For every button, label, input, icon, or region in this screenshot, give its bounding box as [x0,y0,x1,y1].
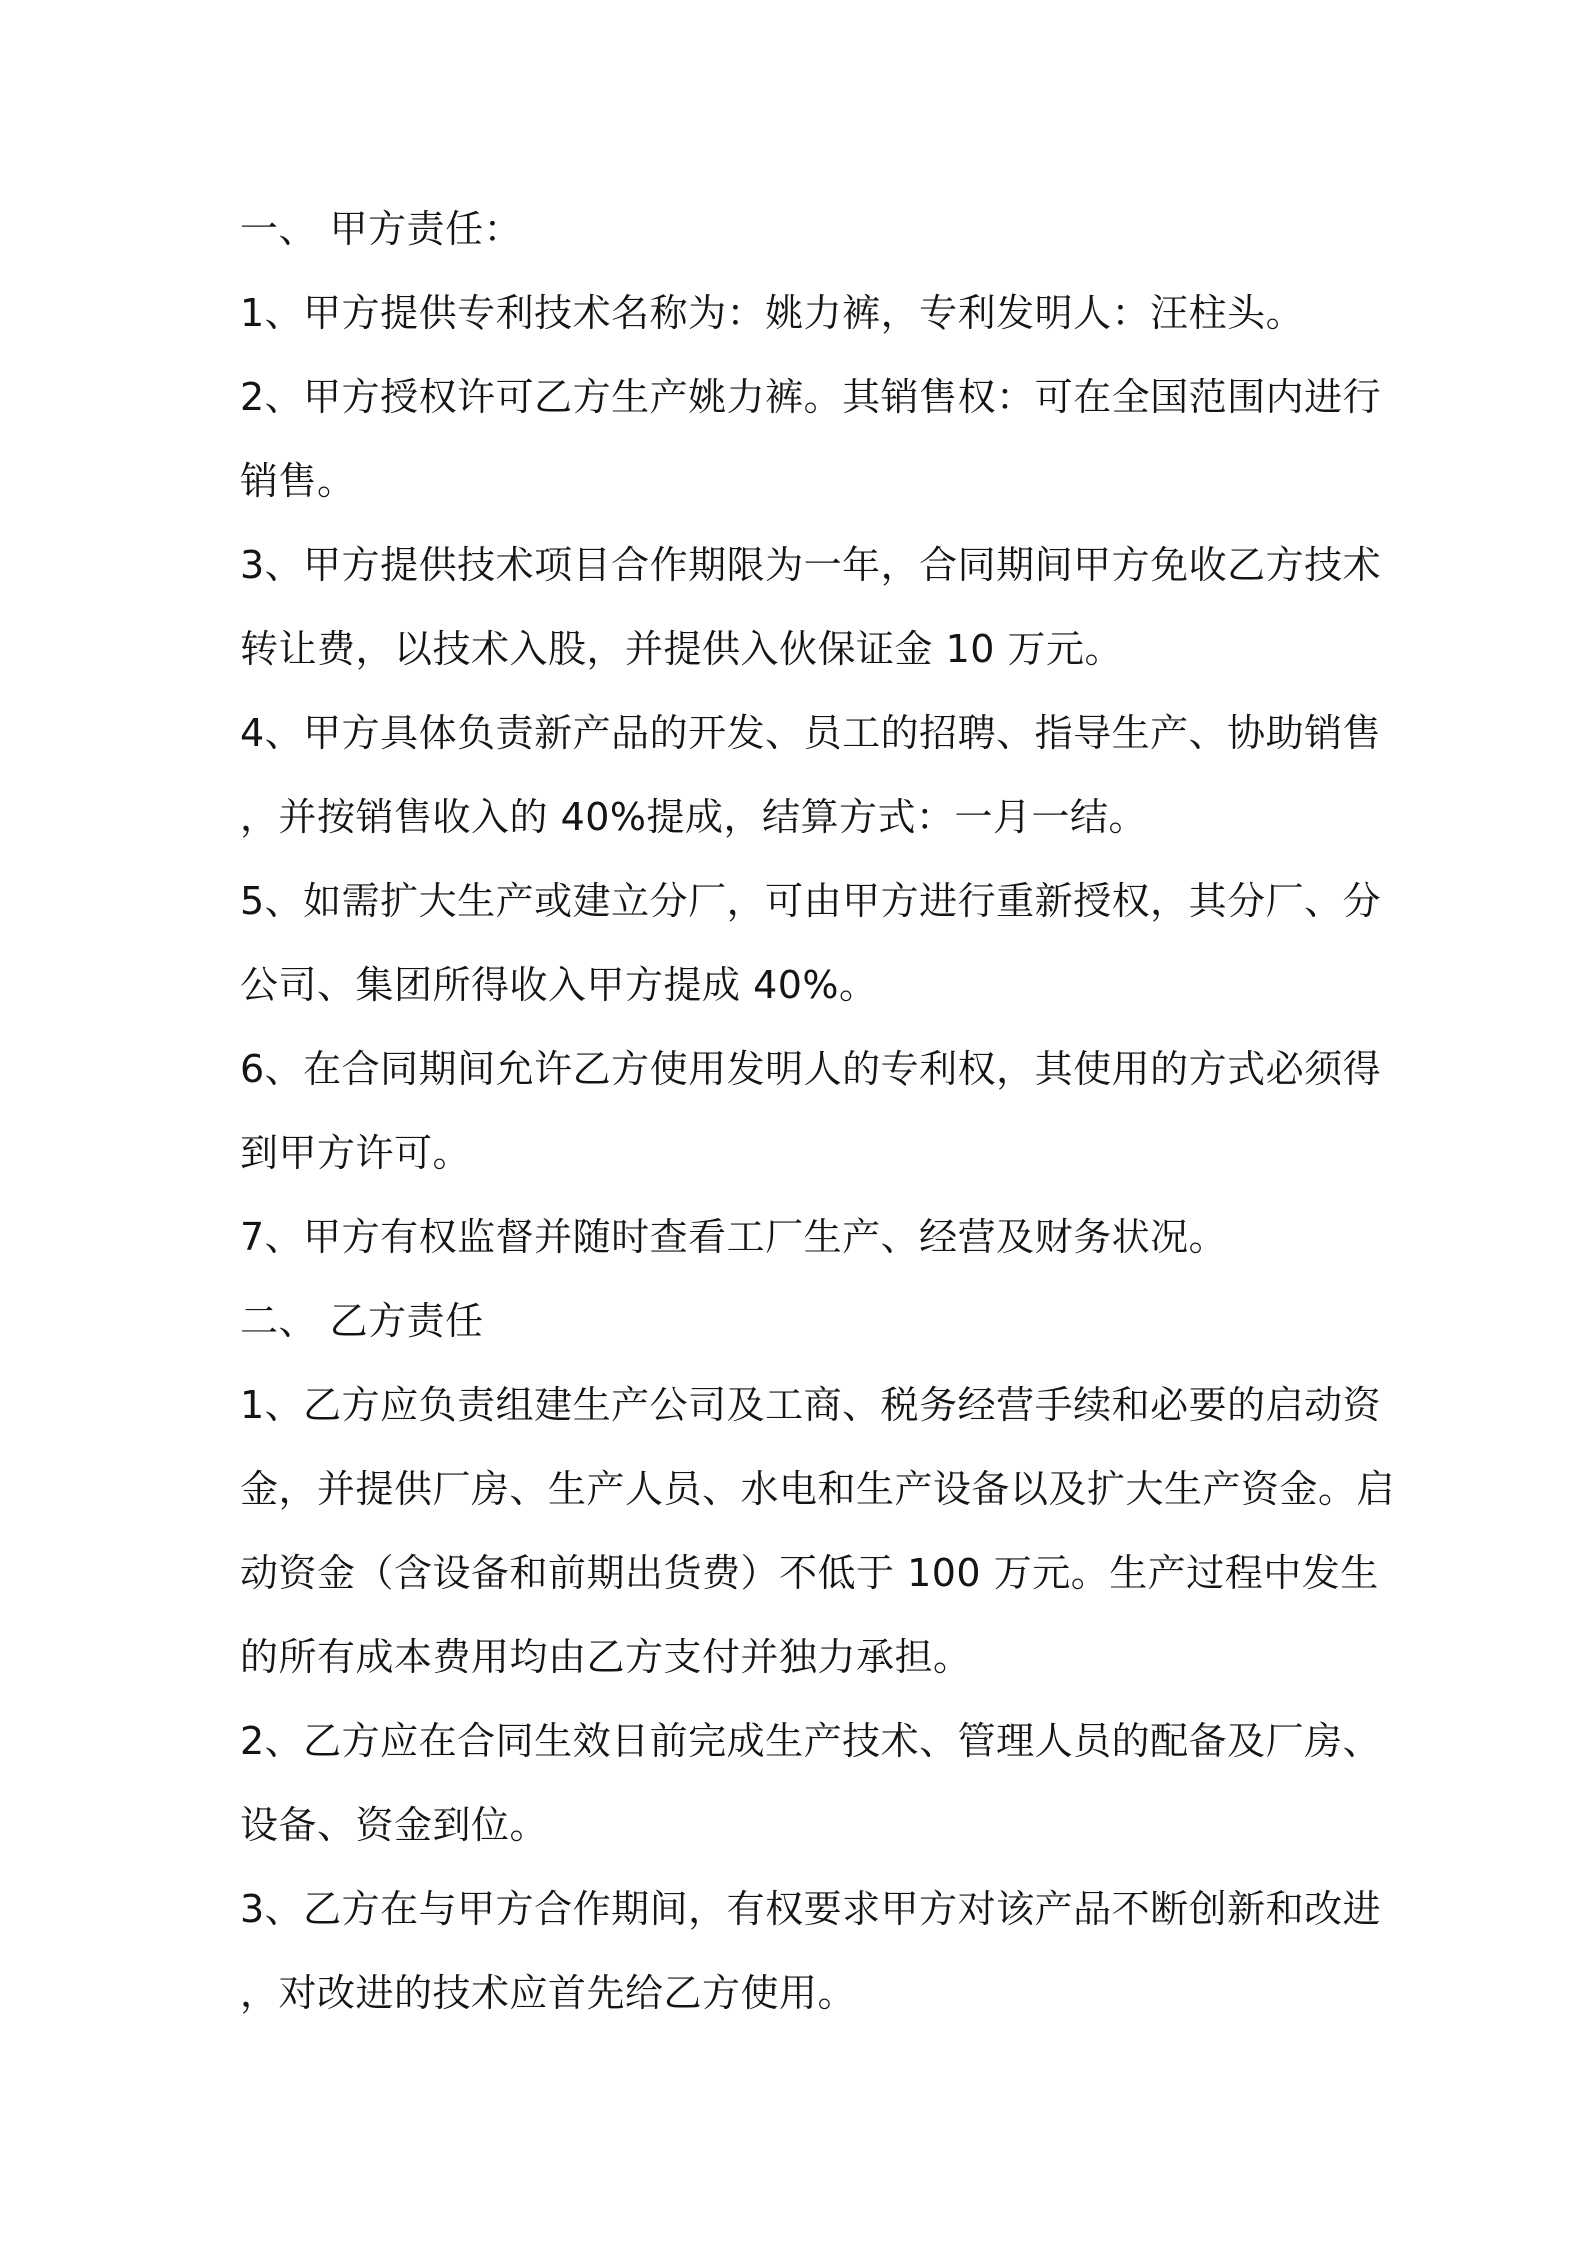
clause-a4-line2: ，并按销售收入的 40%提成，结算方式：一月一结。 [240,795,1148,839]
clause-b1-line2: 金，并提供厂房、生产人员、水电和生产设备以及扩大生产资金。启 [240,1467,1396,1511]
clause-a6-line1: 6、在合同期间允许乙方使用发明人的专利权，其使用的方式必须得 [240,1047,1382,1091]
section-heading-party-b: 二、 乙方责任 [240,1299,484,1343]
clause-a3-line1: 3、甲方提供技术项目合作期限为一年，合同期间甲方免收乙方技术 [240,543,1382,587]
clause-b1-line1: 1、乙方应负责组建生产公司及工商、税务经营手续和必要的启动资 [240,1383,1382,1427]
clause-a2-line1: 2、甲方授权许可乙方生产姚力裤。其销售权：可在全国范围内进行 [240,375,1382,419]
clause-b2-line1: 2、乙方应在合同生效日前完成生产技术、管理人员的配备及厂房、 [240,1719,1382,1763]
clause-b3-line2: ，对改进的技术应首先给乙方使用。 [240,1971,857,2015]
clause-a4-line1: 4、甲方具体负责新产品的开发、员工的招聘、指导生产、协助销售 [240,711,1382,755]
clause-a2-line2: 销售。 [240,459,356,503]
clause-a3-line2: 转让费，以技术入股，并提供入伙保证金 10 万元。 [240,627,1124,671]
section-heading-party-a: 一、 甲方责任： [240,207,523,251]
clause-b3-line1: 3、乙方在与甲方合作期间，有权要求甲方对该产品不断创新和改进 [240,1887,1382,1931]
clause-a5-line1: 5、如需扩大生产或建立分厂，可由甲方进行重新授权，其分厂、分 [240,879,1382,923]
clause-b1-line3: 动资金（含设备和前期出货费）不低于 100 万元。生产过程中发生 [240,1551,1379,1595]
clause-b2-line2: 设备、资金到位。 [240,1803,549,1847]
clause-a1: 1、甲方提供专利技术名称为：姚力裤，专利发明人：汪柱头。 [240,291,1305,335]
clause-a6-line2: 到甲方许可。 [240,1131,472,1175]
clause-a5-line2: 公司、集团所得收入甲方提成 40%。 [240,963,878,1007]
clause-a7: 7、甲方有权监督并随时查看工厂生产、经营及财务状况。 [240,1215,1228,1259]
clause-b1-line4: 的所有成本费用均由乙方支付并独力承担。 [240,1635,972,1679]
